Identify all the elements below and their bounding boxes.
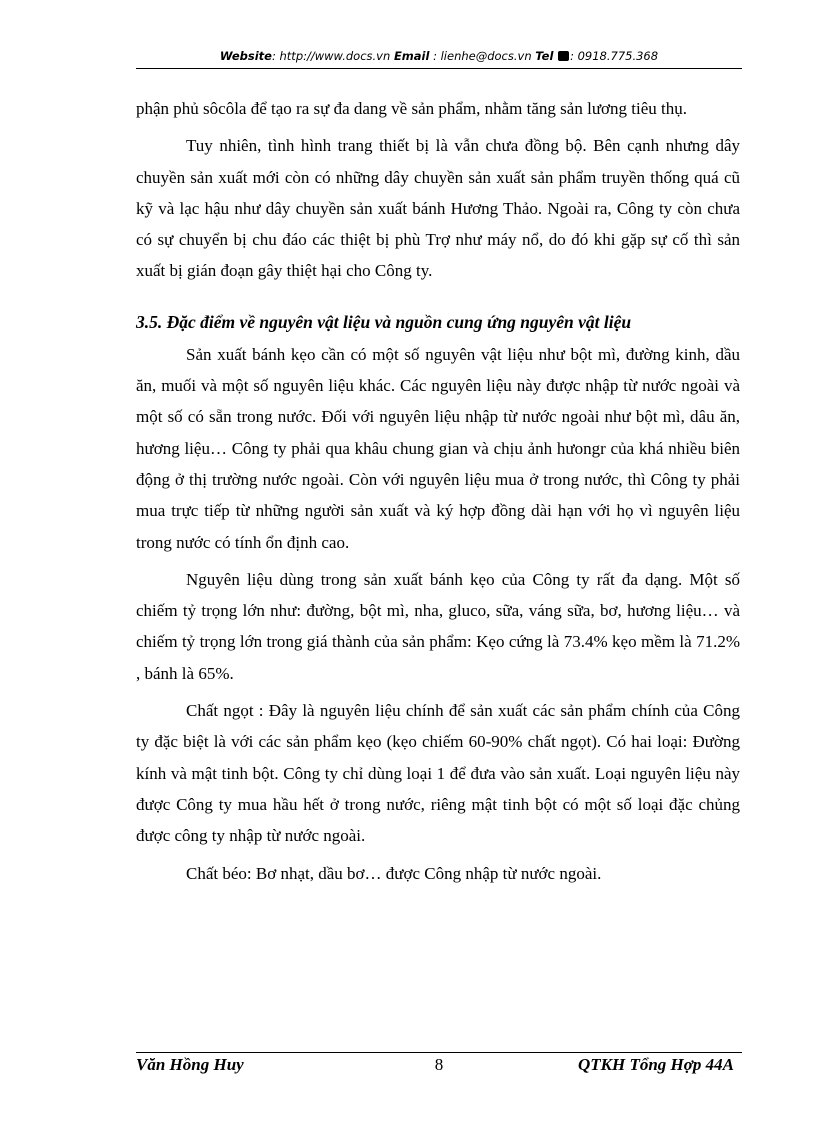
website-label: Website (219, 49, 272, 63)
page-header (136, 46, 742, 69)
email-value: : lienhe@docs.vn (433, 49, 532, 63)
tel-label: Tel (535, 49, 554, 63)
page-number: 8 (434, 1055, 444, 1074)
paragraph-5: Chất ngọt : Đây là nguyên liệu chính để sản xuất các sản phẩm chính của Công ty đặc biệt là với các sản phẩm kẹo (kẹo chiếm 60-90% chất ngọt). Có hai loại: Đường kính và mật tinh bột. Công ty chỉ dùng loại 1 để đưa vào sản xuất. Loại nguyên liệu này được Công ty mua hầu hết ở trong nước, riêng mật tinh bột có một số loại đặc chủng được công ty nhập từ nước ngoài. (136, 701, 740, 846)
section-heading: 3.5. Đặc điểm về nguyên vật liệu và nguồn cung ứng nguyên vật liệu (136, 311, 632, 332)
page-footer (136, 1052, 742, 1083)
paragraph-1: phận phủ sôcôla để tạo ra sự đa dang về sản phẩm, nhằm tăng sản lương tiêu thụ. (136, 99, 687, 118)
footer-author: Văn Hồng Huy (136, 1055, 244, 1074)
document-body (136, 93, 740, 895)
footer-class: QTKH Tổng Hợp 44A (578, 1055, 734, 1074)
paragraph-3: Sản xuất bánh kẹo cần có một số nguyên vật liệu như bột mì, đường kinh, dầu ăn, muối và một số nguyên liệu khác. Các nguyên liệu này được nhập từ nước ngoài và một số có sẵn trong nước. Đối với nguyên liệu nhập từ nước ngoài như bột mì, dâu ăn, hương liệu… Công ty phải qua khâu chung gian và chịu ảnh hưongr của khá nhiều biên động ở thị trường nước ngoài. Còn với nguyên liệu mua ở trong nước, thì Công ty phải mua trực tiếp từ những người sản xuất và ký hợp đồng dài hạn với họ vì nguyên liệu trong nước có tính ổn định cao. (136, 344, 740, 552)
website-value: : http://www.docs.vn (271, 49, 391, 63)
phone-icon (558, 51, 569, 61)
tel-value: : 0918.775.368 (570, 49, 659, 63)
paragraph-4: Nguyên liệu dùng trong sản xuất bánh kẹo của Công ty rất đa dạng. Một số chiếm tỷ trọng lớn như: đường, bột mì, nha, gluco, sữa, váng sữa, bơ, hương liệu… và chiếm tỷ trọng lớn trong giá thành của sản phẩm: Kẹo cứng là 73.4% kẹo mềm là 71.2% , bánh là 65%. (136, 569, 740, 683)
paragraph-6: Chất béo: Bơ nhạt, dầu bơ… được Công nhập từ nước ngoài. (186, 863, 602, 883)
email-label: Email (393, 49, 430, 63)
paragraph-2: Tuy nhiên, tình hình trang thiết bị là vẫn chưa đồng bộ. Bên cạnh nhưng dây chuyền sản xuất mới còn có những dây chuyền sản xuất sản phẩm truyền thống quá cũ kỹ và lạc hậu như dây chuyền sản xuất bánh Hương Thảo. Ngoài ra, Công ty còn chưa có sự chuyển bị chu đáo các thiệt bị phù Trợ như máy nổ, do đó khi gặp sự cố thì sản xuất bị gián đoạn gây thiệt hại cho Công ty. (136, 136, 740, 281)
